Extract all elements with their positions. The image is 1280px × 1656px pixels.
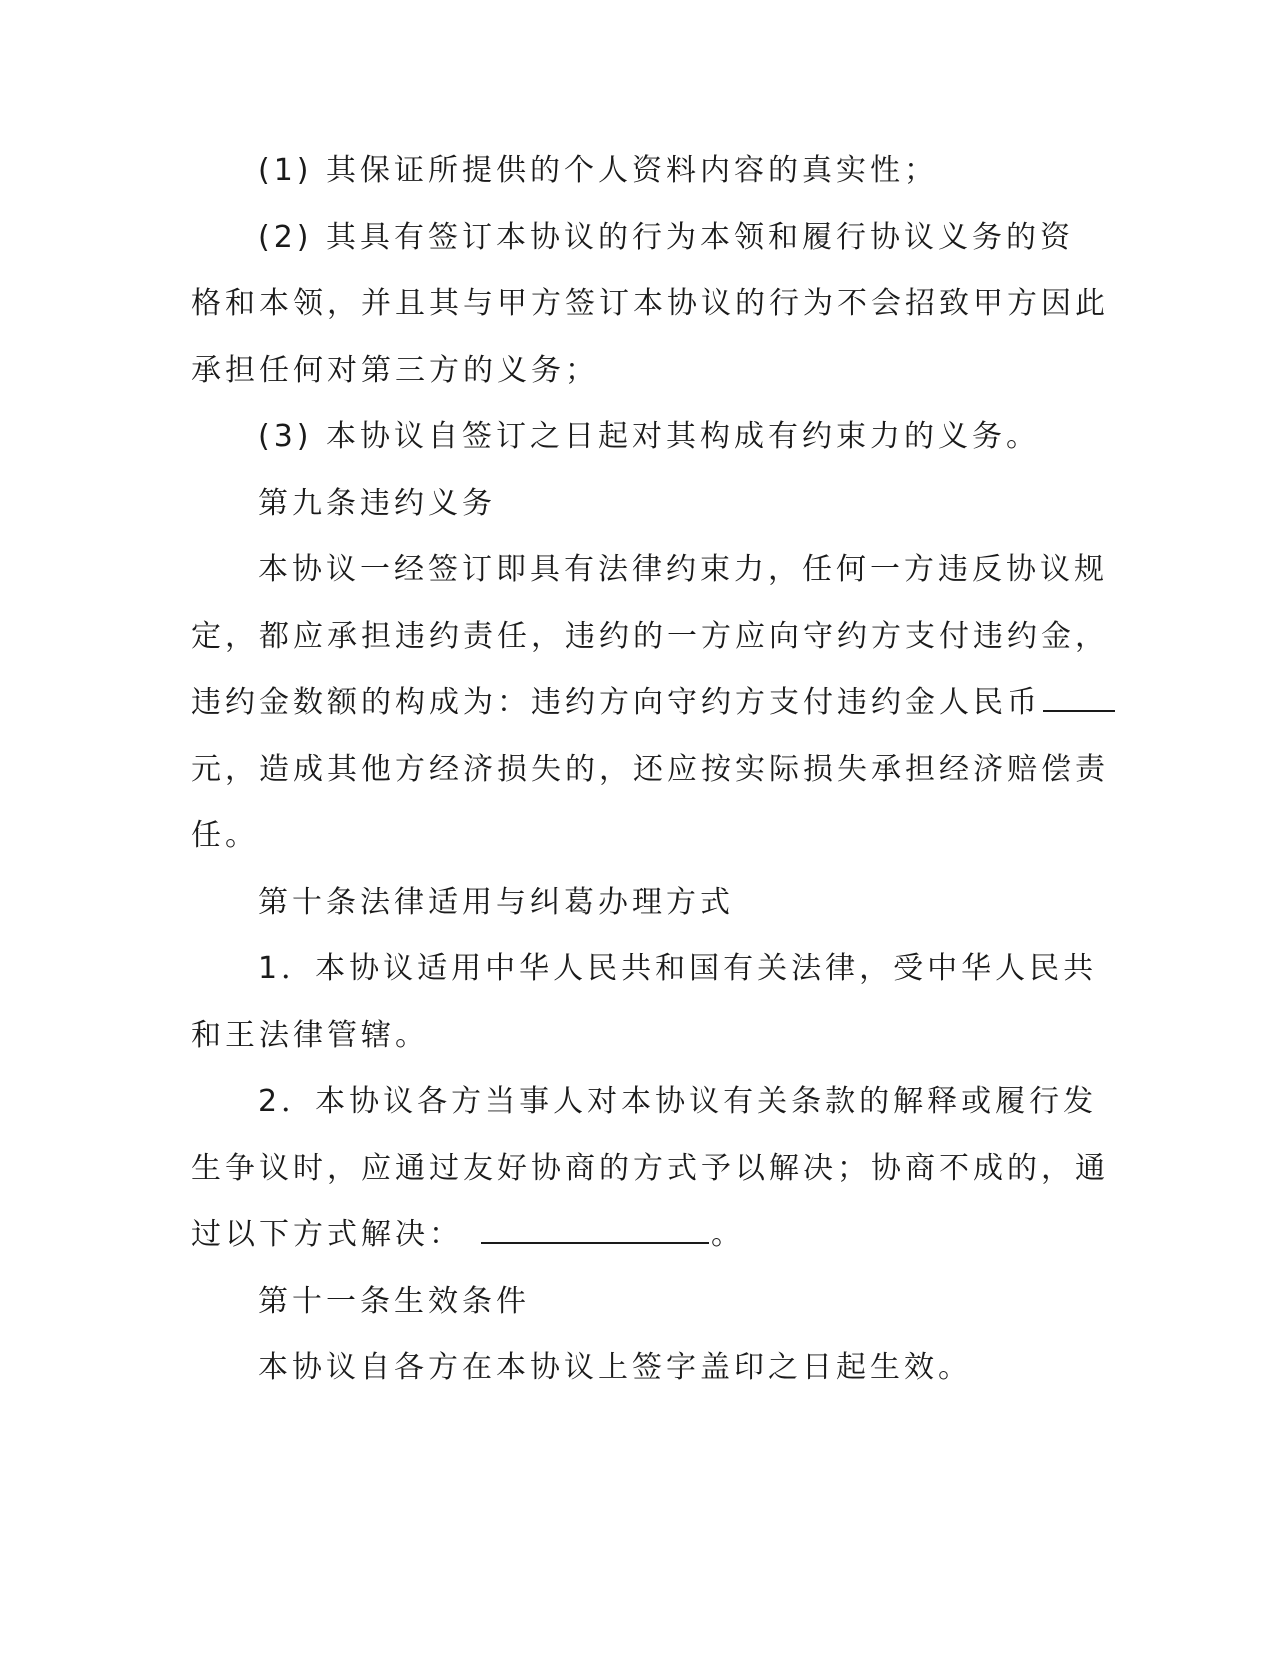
article-9-para-cont xyxy=(191,604,1109,671)
heading-text: 第九条违约义务 xyxy=(258,485,496,521)
article-11-para xyxy=(191,1335,1091,1402)
heading-text: 第十条法律适用与纠葛办理方式 xyxy=(258,884,734,920)
clause-item-2 xyxy=(191,205,1091,272)
amount-blank[interactable] xyxy=(1043,684,1115,712)
line-text: 违约金数额的构成为：违约方向守约方支付违约金人民币 xyxy=(191,685,1041,720)
line-text: 元，造成其他方经济损失的，还应按实际损失承担经济赔偿责 xyxy=(191,751,1109,787)
line-text: 任。 xyxy=(191,818,259,853)
article-9-heading xyxy=(191,471,1091,538)
article-10-item-2 xyxy=(191,1069,1098,1136)
line-text: (2) 其具有签订本协议的行为本领和履行协议义务的资 xyxy=(258,219,1075,255)
article-10-item-2-end xyxy=(191,1202,1091,1269)
article-9-para-cont2 xyxy=(191,737,1109,804)
line-text: 承担任何对第三方的义务； xyxy=(191,352,599,388)
clause-item-3 xyxy=(191,404,1091,471)
line-text: 和王法律管辖。 xyxy=(191,1017,429,1053)
line-text: 2．本协议各方当事人对本协议有关条款的解释或履行发 xyxy=(258,1084,1098,1119)
line-text: 本协议一经签订即具有法律约束力，任何一方违反协议规 xyxy=(258,552,1108,587)
line-text: 过以下方式解决： xyxy=(191,1217,463,1252)
article-10-heading xyxy=(191,870,1091,937)
line-text: 定，都应承担违约责任，违约的一方应向守约方支付违约金， xyxy=(191,618,1109,654)
article-9-para-end xyxy=(191,803,1091,870)
heading-text: 第十一条生效条件 xyxy=(258,1283,530,1319)
line-text: (1) 其保证所提供的个人资料内容的真实性； xyxy=(258,153,939,188)
line-text: 1．本协议适用中华人民共和国有关法律，受中华人民共 xyxy=(258,951,1098,986)
line-text: 。 xyxy=(711,1217,745,1252)
resolution-method-blank[interactable] xyxy=(481,1216,709,1244)
article-10-item-2-cont xyxy=(191,1136,1109,1203)
article-9-para xyxy=(191,537,1108,604)
line-text: 本协议自各方在本协议上签字盖印之日起生效。 xyxy=(258,1350,972,1385)
article-10-item-1 xyxy=(191,936,1098,1003)
article-9-amount-line xyxy=(191,670,1091,737)
clause-item-2-end xyxy=(191,338,1091,405)
clause-item-2-cont xyxy=(191,271,1109,338)
clause-item-1 xyxy=(191,138,1091,205)
line-text: 格和本领，并且其与甲方签订本协议的行为不会招致甲方因此 xyxy=(191,286,1109,321)
article-10-item-1-end xyxy=(191,1003,1091,1070)
line-text: (3) 本协议自签订之日起对其构成有约束力的义务。 xyxy=(258,419,1041,454)
article-11-heading xyxy=(191,1269,1091,1336)
document-body xyxy=(191,138,1109,1402)
line-text: 生争议时，应通过友好协商的方式予以解决；协商不成的，通 xyxy=(191,1150,1109,1186)
